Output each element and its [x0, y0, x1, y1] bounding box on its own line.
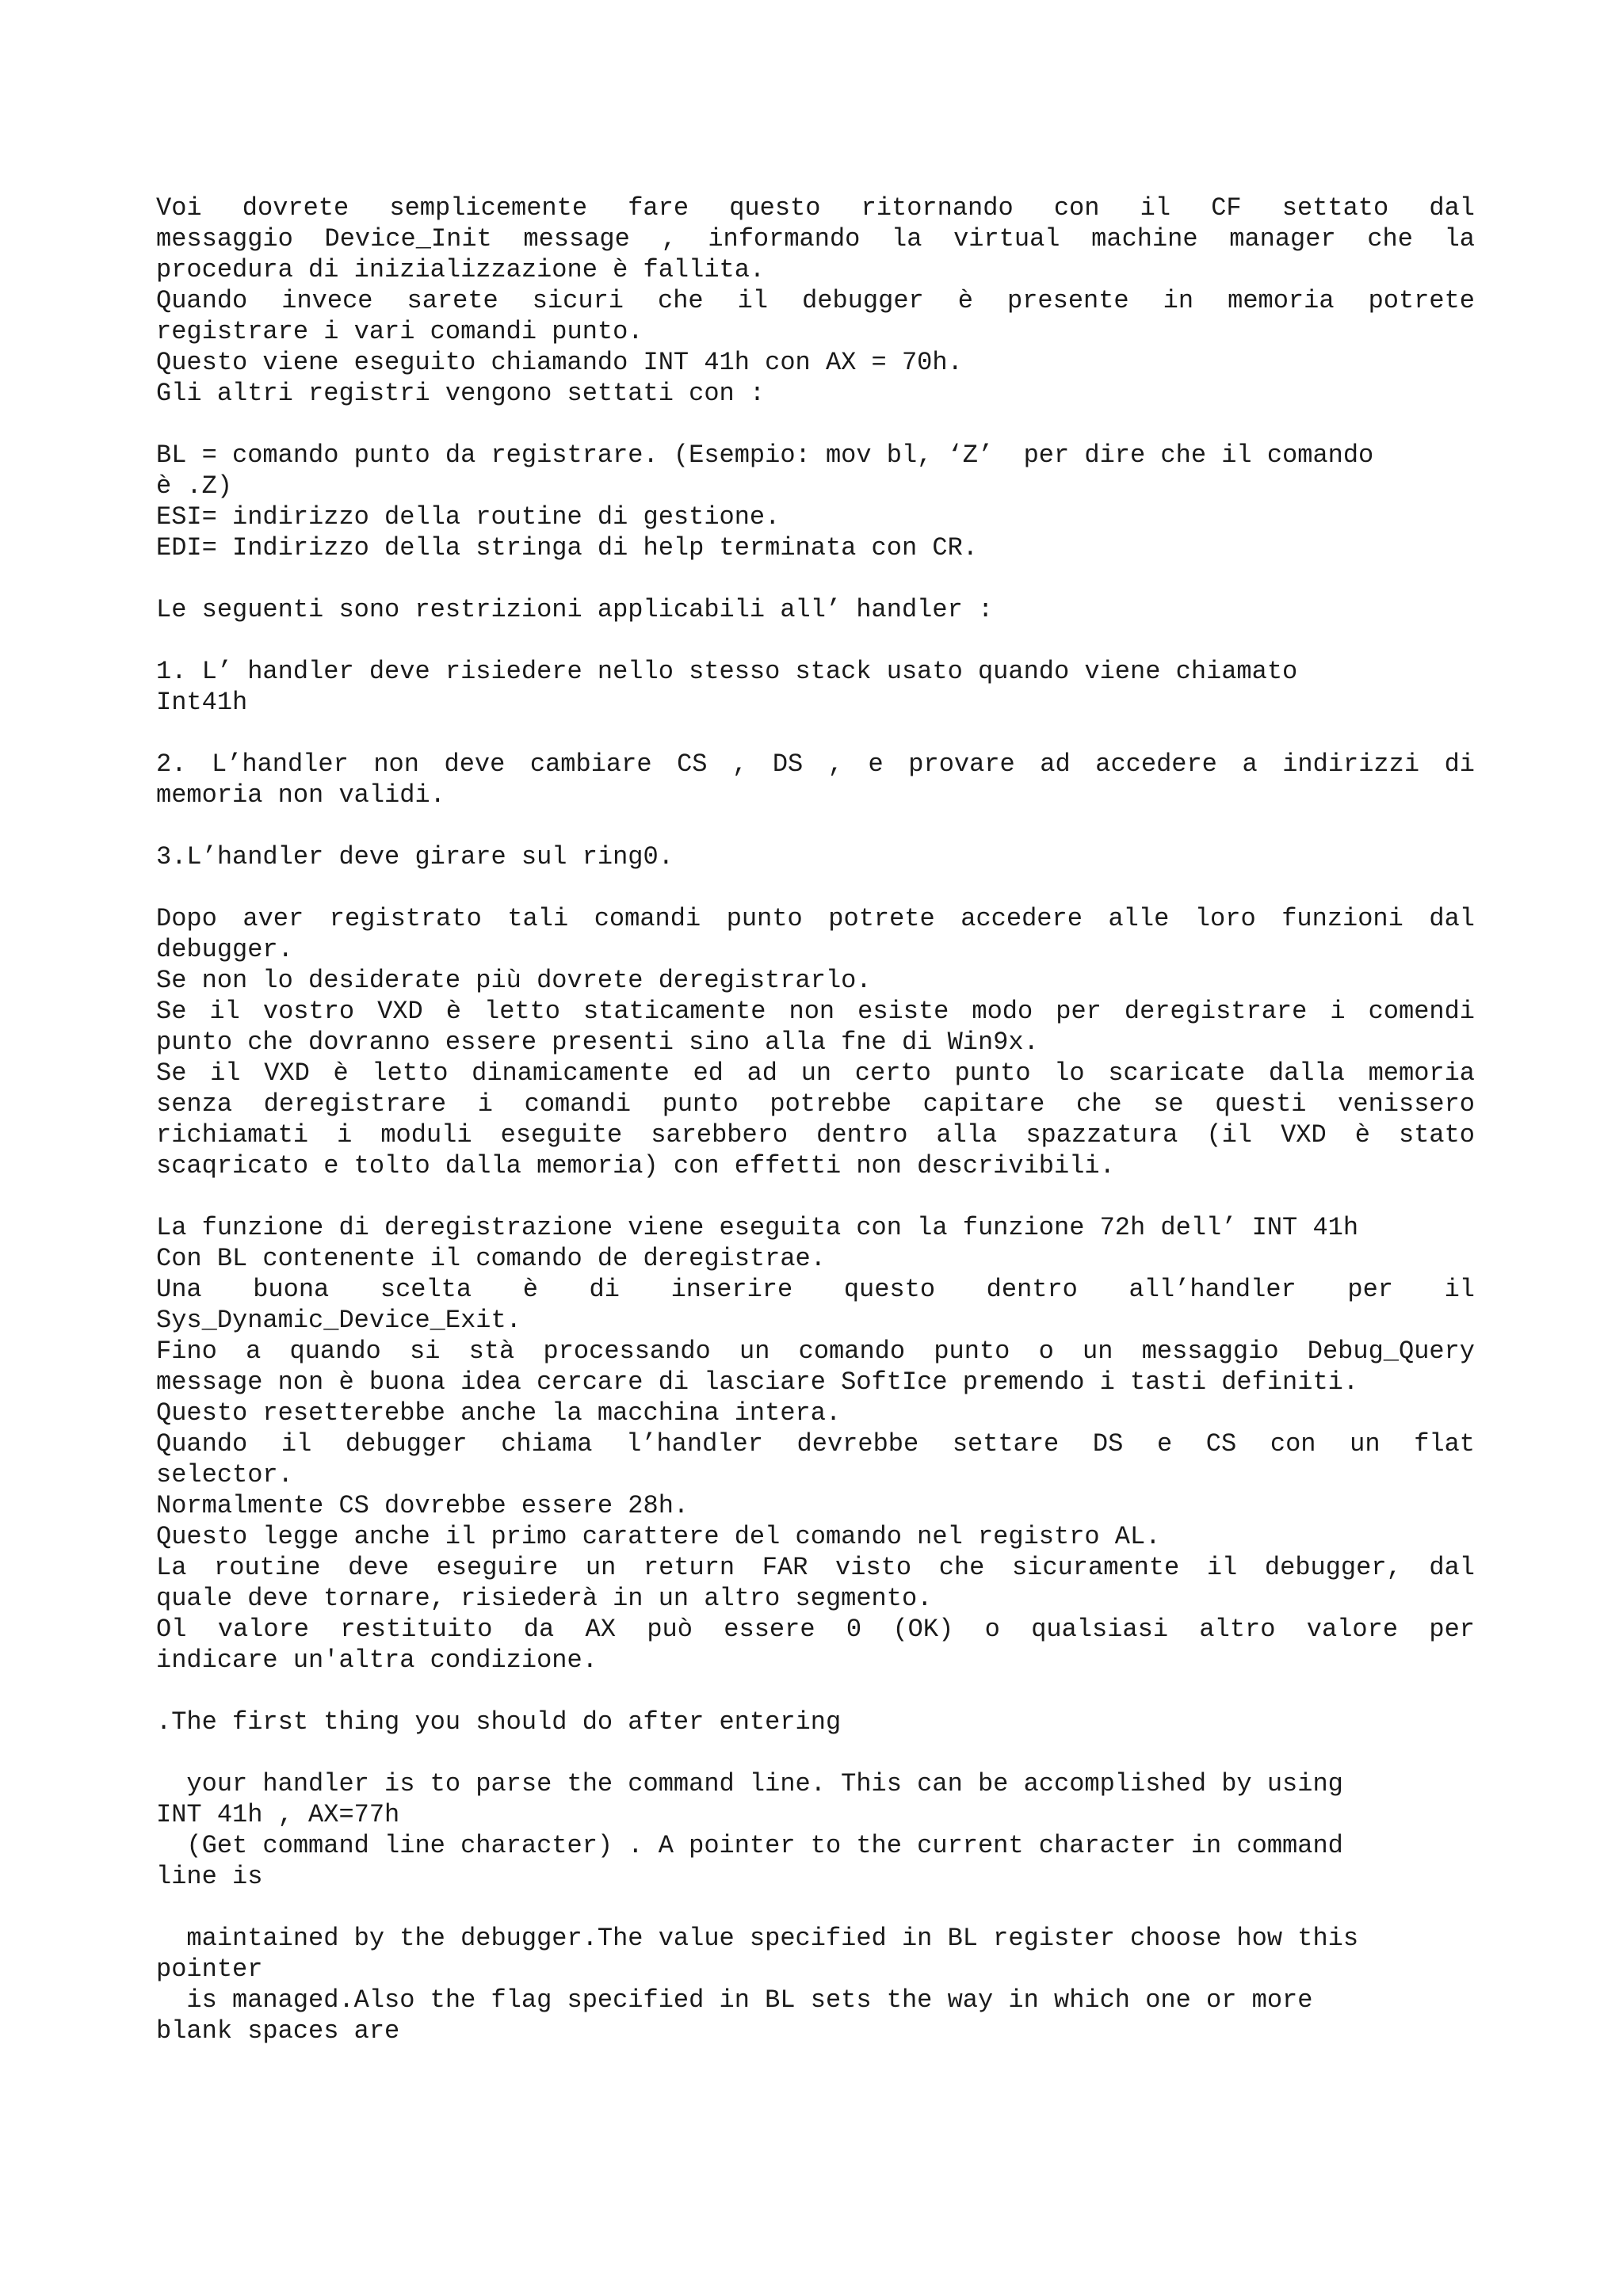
paragraph-spacer	[156, 872, 1475, 903]
text-line: Una buona scelta è di inserire questo dentro all’handler per il	[156, 1275, 1475, 1304]
paragraph-spacer	[156, 1181, 1475, 1212]
text-line: Gli altri registri vengono settati con :	[156, 379, 766, 408]
text-line: your handler is to parse the command line. This can be accomplished by using	[156, 1769, 1343, 1798]
text-line: Normalmente CS dovrebbe essere 28h.	[156, 1491, 689, 1520]
text-line: La routine deve eseguire un return FAR visto che sicuramente il debugger, dal	[156, 1553, 1475, 1582]
text-line: Le seguenti sono restrizioni applicabili all’ handler :	[156, 595, 994, 624]
text-line: Ol valore restituito da AX può essere 0 (OK) o qualsiasi altro valore per	[156, 1615, 1475, 1644]
text-line: Questo viene eseguito chiamando INT 41h con AX = 70h.	[156, 348, 963, 377]
paragraph-spacer	[156, 1737, 1475, 1768]
text-line: Se il vostro VXD è letto staticamente non esiste modo per deregistrare i comendi	[156, 997, 1475, 1026]
text-line: indicare un'altra condizione.	[156, 1646, 598, 1675]
text-line: pointer	[156, 1955, 263, 1984]
text-line: Int41h	[156, 688, 248, 717]
paragraph	[156, 1707, 1475, 1737]
text-line: Fino a quando si stà processando un comando punto o un messaggio Debug_Query	[156, 1337, 1475, 1366]
text-line: registrare i vari comandi punto.	[156, 317, 643, 346]
paragraph	[156, 656, 1475, 718]
paragraph	[156, 193, 1475, 409]
paragraph	[156, 594, 1475, 625]
text-line: debugger.	[156, 935, 293, 964]
text-line: scaqricato e tolto dalla memoria) con effetti non descrivibili.	[156, 1151, 1115, 1180]
text-line: .The first thing you should do after entering	[156, 1707, 842, 1737]
text-line: Con BL contenente il comando de deregistrae.	[156, 1244, 826, 1273]
text-line: è .Z)	[156, 471, 233, 501]
paragraph	[156, 749, 1475, 810]
text-line: La funzione di deregistrazione viene eseguita con la funzione 72h dell’ INT 41h	[156, 1213, 1359, 1242]
text-line: EDI= Indirizzo della stringa di help terminata con CR.	[156, 533, 978, 563]
paragraph	[156, 1768, 1475, 1892]
text-line: line is	[156, 1862, 263, 1891]
text-line: Quando invece sarete sicuri che il debugger è presente in memoria potrete	[156, 286, 1475, 315]
paragraph	[156, 1212, 1475, 1676]
text-line: INT 41h , AX=77h	[156, 1800, 400, 1829]
text-line: (Get command line character) . A pointer to the current character in command	[156, 1831, 1343, 1860]
text-line: ESI= indirizzo della routine di gestione.	[156, 502, 781, 532]
document-body	[156, 193, 1475, 2046]
text-line: blank spaces are	[156, 2016, 400, 2046]
paragraph-spacer	[156, 563, 1475, 594]
paragraph-spacer	[156, 1676, 1475, 1707]
text-line: Questo legge anche il primo carattere del comando nel registro AL.	[156, 1522, 1161, 1551]
paragraph-spacer	[156, 1892, 1475, 1923]
text-line: 2. L’handler non deve cambiare CS , DS , e provare ad accedere a indirizzi di	[156, 749, 1475, 779]
text-line: message non è buona idea cercare di lasciare SoftIce premendo i tasti definiti.	[156, 1367, 1359, 1397]
text-line: Dopo aver registrato tali comandi punto potrete accedere alle loro funzioni dal	[156, 904, 1475, 933]
text-line: richiamati i moduli eseguite sarebbero dentro alla spazzatura (il VXD è stato	[156, 1120, 1475, 1150]
text-line: messaggio Device_Init message , informando la virtual machine manager che la	[156, 224, 1475, 254]
text-line: is managed.Also the flag specified in BL sets the way in which one or more	[156, 1985, 1313, 2015]
paragraph-spacer	[156, 810, 1475, 841]
text-line: maintained by the debugger.The value specified in BL register choose how this	[156, 1924, 1359, 1953]
paragraph	[156, 1923, 1475, 2046]
text-line: selector.	[156, 1460, 293, 1489]
paragraph	[156, 903, 1475, 1181]
paragraph	[156, 440, 1475, 563]
paragraph-spacer	[156, 718, 1475, 749]
text-line: Voi dovrete semplicemente fare questo ritornando con il CF settato dal	[156, 193, 1475, 223]
paragraph-spacer	[156, 409, 1475, 440]
text-line: BL = comando punto da registrare. (Esempio: mov bl, ‘Z’ per dire che il comando	[156, 441, 1374, 470]
text-line: 3.L’handler deve girare sul ring0.	[156, 842, 674, 871]
text-line: senza deregistrare i comandi punto potrebbe capitare che se questi venissero	[156, 1089, 1475, 1119]
text-line: quale deve tornare, risiederà in un altro segmento.	[156, 1584, 933, 1613]
paragraph-spacer	[156, 625, 1475, 656]
text-line: Se non lo desiderate più dovrete deregistrarlo.	[156, 966, 872, 995]
text-line: Quando il debugger chiama l’handler devrebbe settare DS e CS con un flat	[156, 1429, 1475, 1459]
text-line: memoria non validi.	[156, 780, 445, 810]
text-line: 1. L’ handler deve risiedere nello stesso stack usato quando viene chiamato	[156, 657, 1298, 686]
text-line: procedura di inizializzazione è fallita.	[156, 255, 766, 284]
text-line: Questo resetterebbe anche la macchina intera.	[156, 1398, 842, 1428]
text-line: punto che dovranno essere presenti sino alla fne di Win9x.	[156, 1028, 1039, 1057]
text-line: Sys_Dynamic_Device_Exit.	[156, 1306, 521, 1335]
text-line: Se il VXD è letto dinamicamente ed ad un certo punto lo scaricate dalla memoria	[156, 1058, 1475, 1088]
paragraph	[156, 841, 1475, 872]
